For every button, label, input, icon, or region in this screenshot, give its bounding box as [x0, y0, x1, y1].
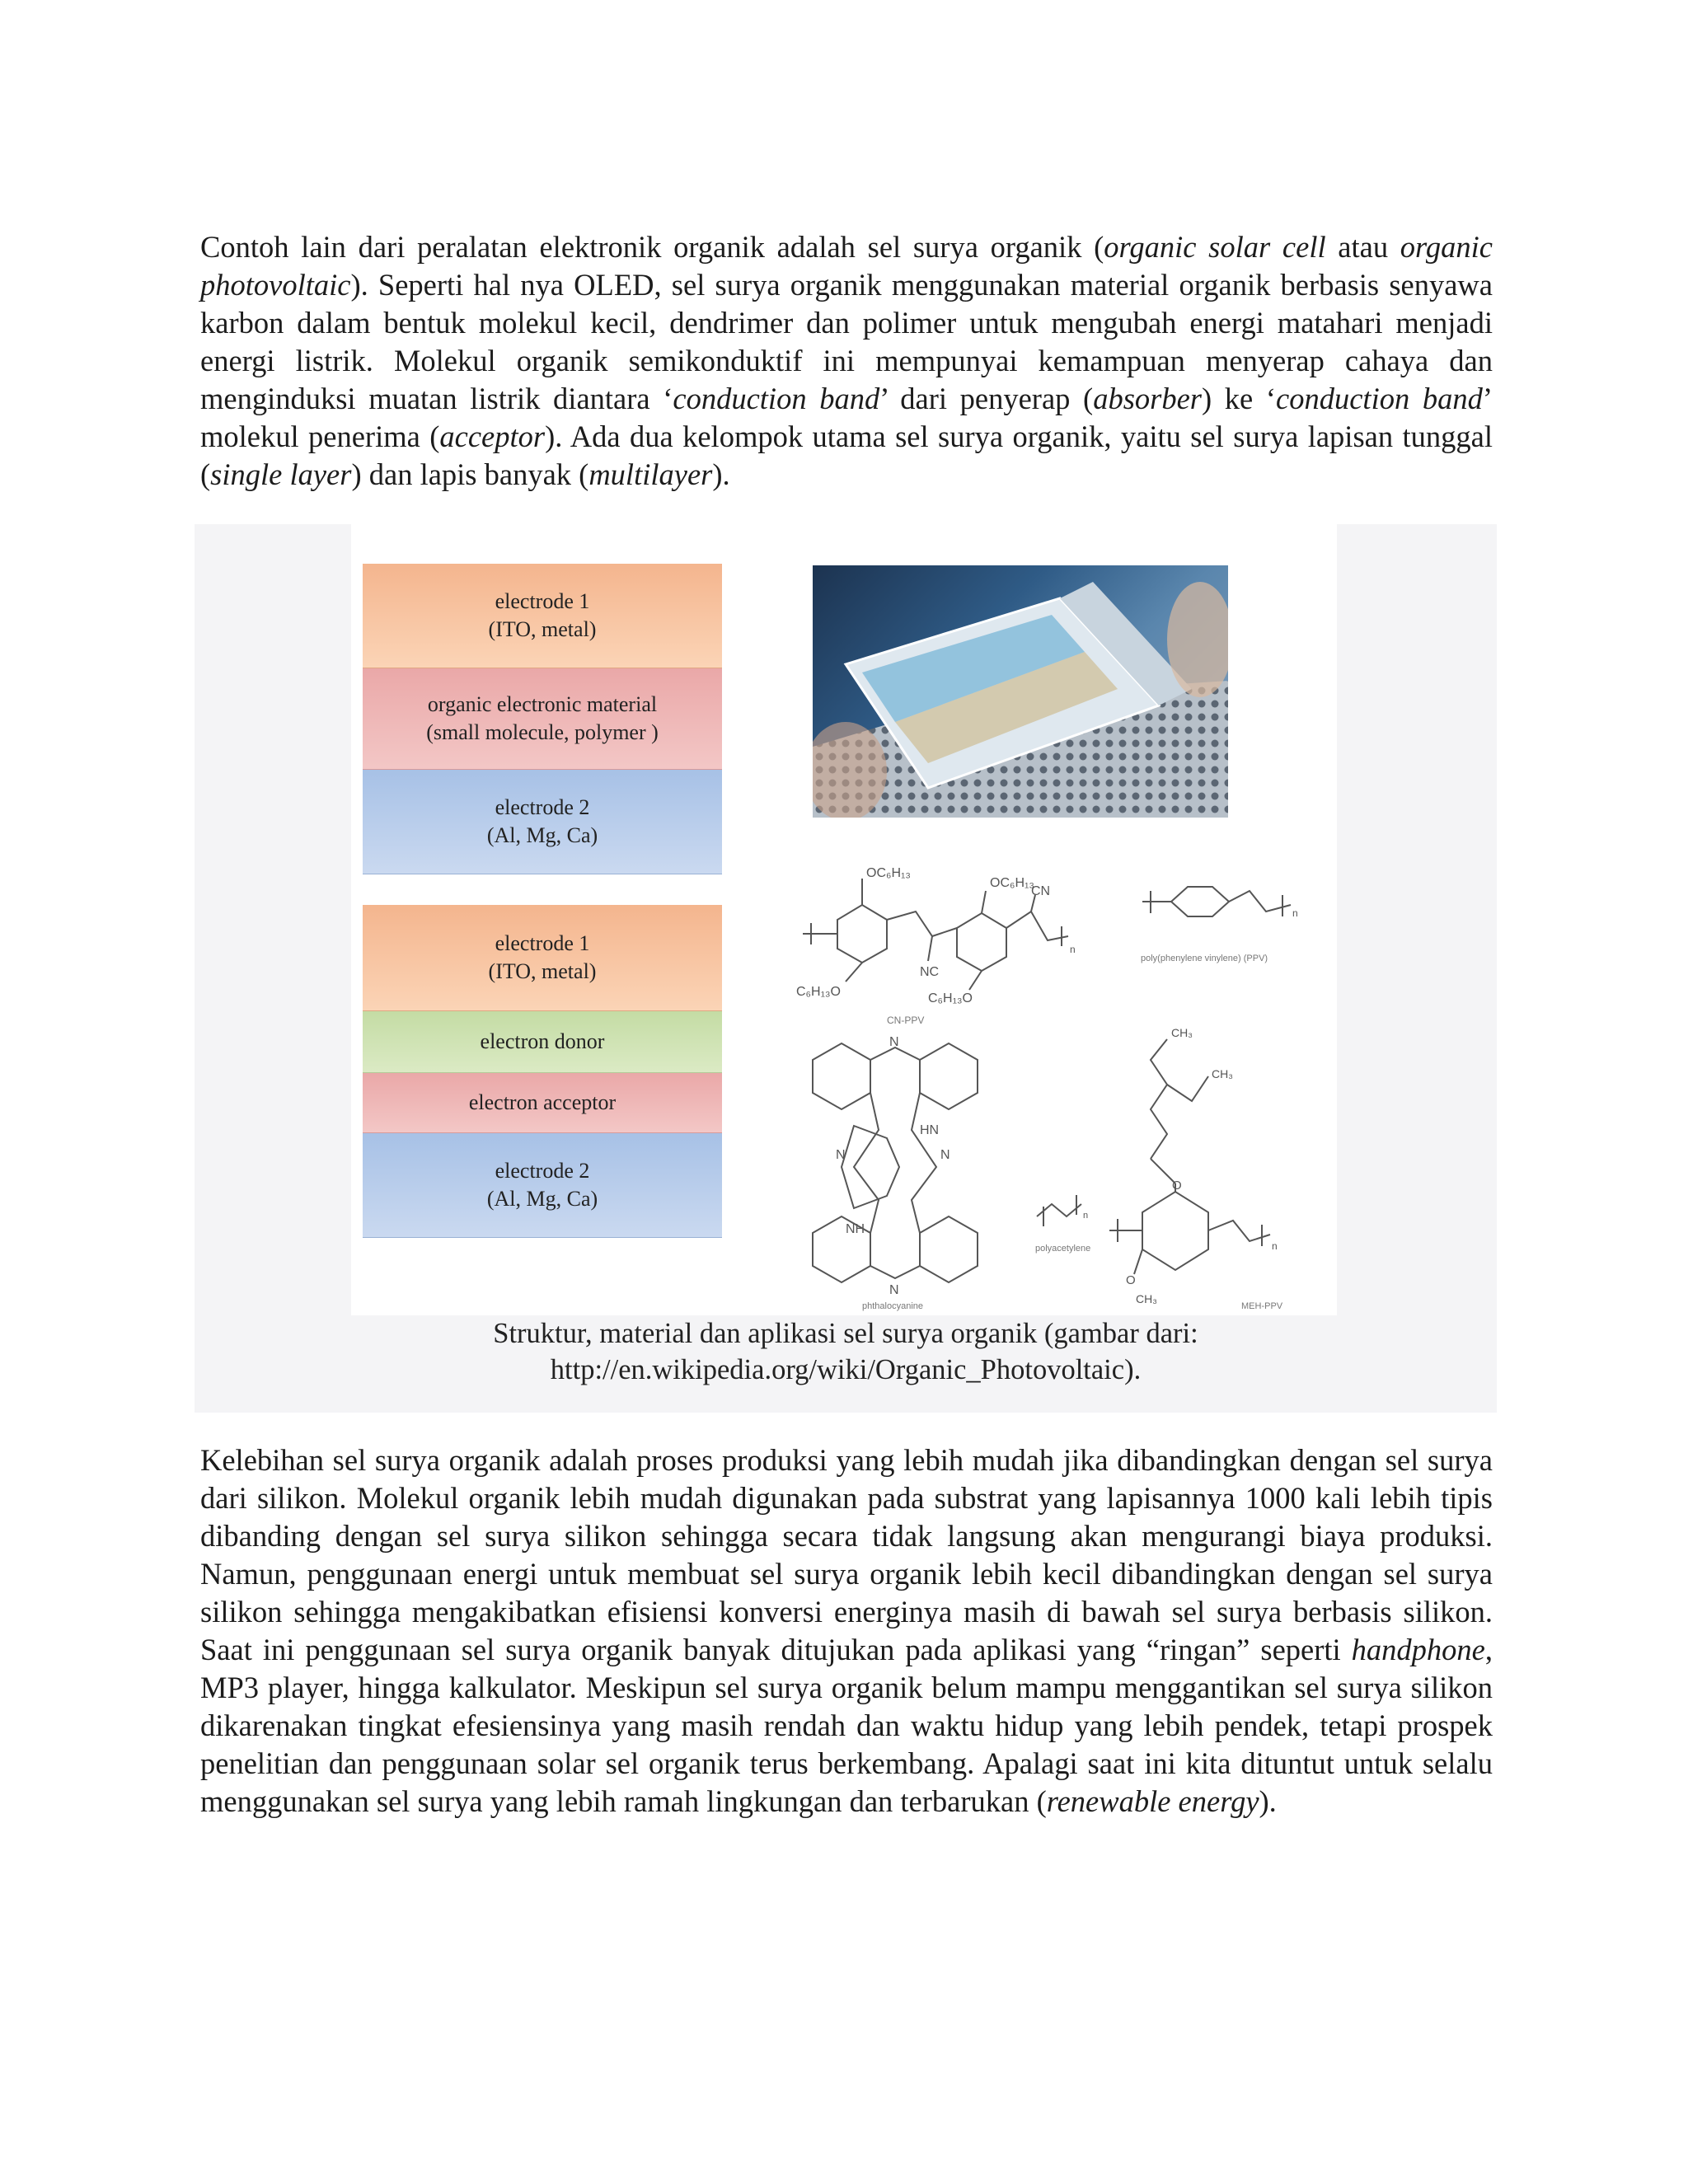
meh-ppv-structure: [1109, 1026, 1283, 1311]
polyacetylene-structure: [1035, 1195, 1090, 1254]
chem-label: N: [940, 1148, 950, 1162]
text-run: ). Ada dua kelompok utama sel surya organik, yaitu sel surya lapisan tunggal (: [200, 419, 1493, 491]
text-run: ’ dari penyerap (: [879, 381, 1094, 415]
chem-label: C₆H₁₃O: [796, 985, 841, 999]
chem-label: C₆H₁₃O: [928, 991, 973, 1005]
italic-term: renewable energy: [1046, 1783, 1259, 1818]
paragraph-advantages: [200, 1441, 1493, 1821]
chem-label: N: [889, 1283, 899, 1297]
chem-label: O: [1172, 1179, 1182, 1193]
text-run: ). Seperti hal nya OLED, sel surya organik menggunakan material organik berbasis senyawa karbon dalam bentuk molekul kecil, dendrimer dan polimer untuk mengubah energi matahari menjadi energi listrik. Molekul organik semikonduktif ini mempunyai kemampuan menyerap cahaya dan menginduksi muatan listrik diantara ‘: [200, 267, 1493, 415]
text-run: ’ molekul penerima (: [200, 381, 1493, 453]
layer-label: electron acceptor: [468, 1090, 617, 1114]
chem-label: N: [889, 1035, 899, 1049]
layer-label: electrode 2: [495, 795, 590, 819]
chem-label: n: [1070, 944, 1076, 955]
layer-label: electrode 1: [495, 931, 590, 955]
layer-sublabel: (Al, Mg, Ca): [486, 1187, 598, 1211]
italic-term: handphone: [1351, 1632, 1485, 1666]
chem-label: O: [1126, 1273, 1136, 1287]
text-run: atau: [1325, 229, 1400, 264]
chem-label: CH₃: [1136, 1292, 1157, 1305]
chem-label: n: [1083, 1211, 1089, 1221]
chem-label: poly(phenylene vinylene) (PPV): [1141, 954, 1268, 963]
cn-ppv-structure: [796, 866, 1076, 1026]
chem-label: phthalocyanine: [862, 1301, 924, 1311]
chem-label: CN: [1031, 884, 1051, 898]
chemical-structures: [351, 524, 1337, 1315]
chem-label: HN: [920, 1123, 940, 1137]
chem-label: n: [1272, 1240, 1278, 1252]
italic-term: organic solar cell: [1104, 229, 1326, 264]
chem-label: OC₆H₁₃: [866, 866, 911, 880]
ppv-structure: [1141, 887, 1298, 963]
italic-term: conduction band: [673, 381, 880, 415]
italic-term: conduction band: [1276, 381, 1483, 415]
italic-term: absorber: [1093, 381, 1203, 415]
chem-label: CH₃: [1212, 1067, 1233, 1080]
chem-label: MEH-PPV: [1241, 1301, 1283, 1311]
layer-label: electrode 2: [495, 1159, 590, 1183]
text-run: Kelebihan sel surya organik adalah proses produksi yang lebih mudah jika dibandingkan dengan sel surya dari silikon. Molekul organik lebih mudah digunakan pada substrat yang lapisannya 1000 kali lebih tipis dibanding dengan sel surya silikon sehingga secara tidak langsung akan mengurangi biaya produksi. Namun, penggunaan energi untuk membuat sel surya organik lebih kecil dibandingkan dengan sel surya silikon sehingga mengakibatkan efisiensi konversi energinya masih di bawah sel surya berbasis silikon. Saat ini penggunaan sel surya organik banyak ditujukan pada aplikasi yang “ringan” seperti: [200, 1442, 1493, 1666]
layer-label: electrode 1: [495, 589, 590, 613]
layer-sublabel: (ITO, metal): [488, 959, 597, 983]
phthalocyanine-structure: [813, 1035, 978, 1311]
italic-term: multilayer: [588, 457, 713, 491]
figure: [195, 524, 1497, 1413]
chem-label: NH: [846, 1222, 865, 1236]
chem-label: CN-PPV: [887, 1015, 925, 1026]
caption-line: http://en.wikipedia.org/wiki/Organic_Photovoltaic).: [550, 1354, 1142, 1385]
italic-term: acceptor: [439, 419, 546, 453]
text-run: ) ke ‘: [1202, 381, 1277, 415]
text-run: ).: [712, 457, 730, 491]
chem-label: NC: [920, 965, 940, 979]
layer-label: electron donor: [480, 1029, 605, 1053]
figure-caption: [195, 1315, 1497, 1388]
text-run: ).: [1259, 1783, 1277, 1818]
chem-label: OC₆H₁₃: [990, 876, 1034, 890]
italic-term: single layer: [210, 457, 352, 491]
layer-sublabel: (small molecule, polymer ): [426, 720, 659, 744]
chem-label: polyacetylene: [1035, 1244, 1091, 1254]
layer-sublabel: (Al, Mg, Ca): [486, 823, 598, 847]
italic-term: organic photovoltaic: [200, 229, 1493, 302]
text-run: ) dan lapis banyak (: [351, 457, 589, 491]
chem-label: N: [836, 1148, 846, 1162]
layer-sublabel: (ITO, metal): [488, 617, 597, 641]
figure-image: [351, 524, 1337, 1315]
chem-label: n: [1292, 907, 1298, 919]
text-run: Contoh lain dari peralatan elektronik organik adalah sel surya organik (: [200, 229, 1104, 264]
text-run: , MP3 player, hingga kalkulator. Meskipun sel surya organik belum mampu menggantikan sel surya silikon dikarenakan tingkat efesiensinya yang masih rendah dan waktu hidup yang lebih pendek, tetapi prospek penelitian dan penggunaan solar sel organik terus berkembang. Apalagi saat ini kita dituntut untuk selalu menggunakan sel surya yang lebih ramah lingkungan dan terbarukan (: [200, 1632, 1493, 1818]
layer-label: organic electronic material: [427, 692, 658, 716]
paragraph-intro: [200, 228, 1493, 494]
caption-line: Struktur, material dan aplikasi sel surya organik (gambar dari:: [493, 1318, 1198, 1349]
chem-label: CH₃: [1171, 1026, 1193, 1039]
